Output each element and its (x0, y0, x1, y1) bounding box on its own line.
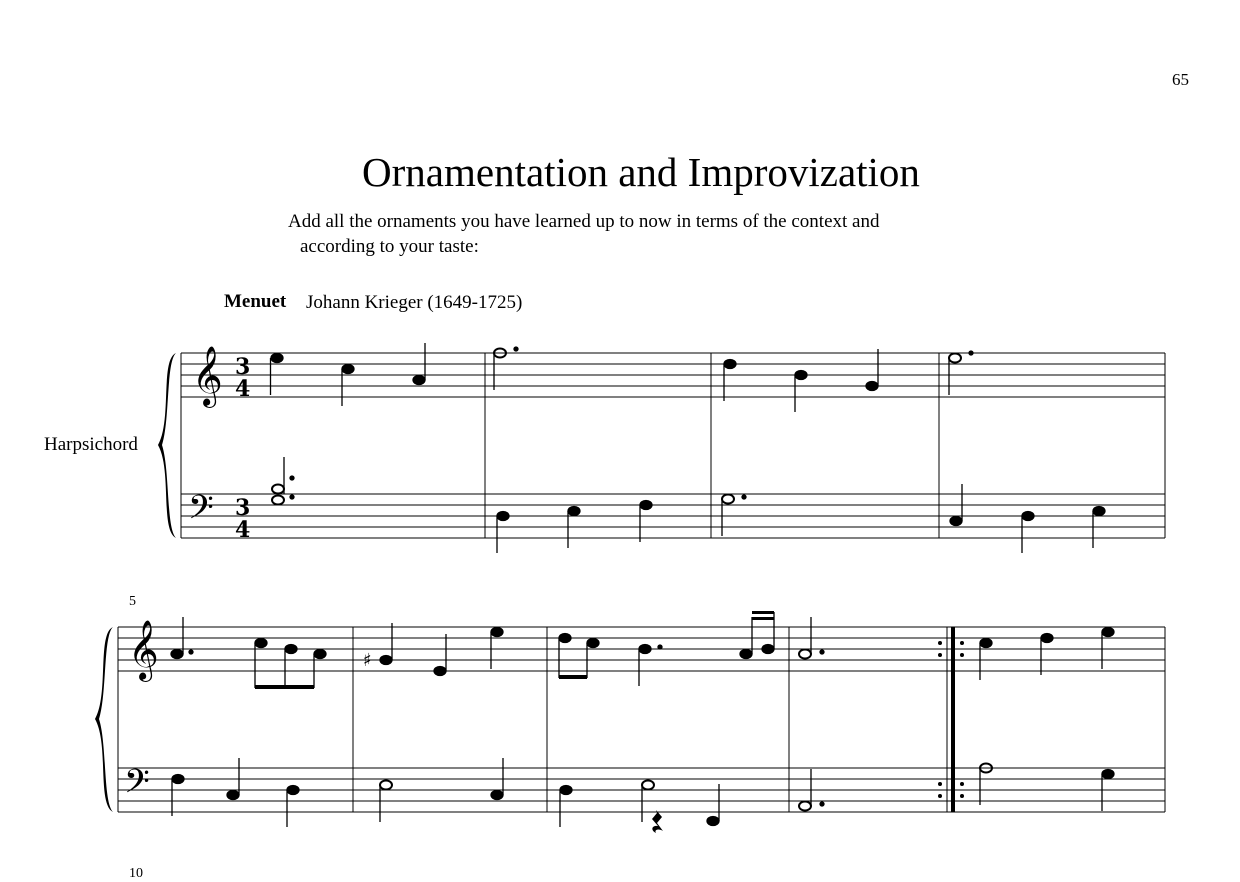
svg-text:3: 3 (235, 354, 251, 380)
time-signature (235, 354, 250, 543)
treble-clef-icon: 𝄞 (192, 346, 223, 406)
repeat-barline-thick (951, 627, 955, 812)
page-title: Ornamentation and Improvization (362, 149, 920, 195)
page-number: 65 (1172, 70, 1189, 89)
instruction-line-2: according to your taste: (300, 236, 479, 257)
piece-title: Menuet (224, 291, 287, 312)
bass-clef-icon: 𝄢 (124, 763, 150, 809)
instruction-line-1: Add all the ornaments you have learned up to now in terms of the context and (288, 211, 880, 232)
svg-text:4: 4 (235, 517, 251, 543)
composer: Johann Krieger (1649-1725) (306, 292, 523, 313)
quarter-rest-icon (652, 810, 663, 833)
svg-text:4: 4 (235, 376, 251, 402)
svg-text:3: 3 (235, 495, 251, 521)
treble-clef-icon: 𝄞 (128, 620, 159, 680)
measure-number: 10 (129, 866, 143, 881)
notes-treble-2 (171, 595, 1114, 689)
bass-staff-1 (181, 494, 1165, 538)
measure-number: 5 (129, 594, 136, 609)
treble-staff-1 (181, 353, 1165, 397)
brace-icon (95, 627, 113, 812)
brace-icon (158, 353, 176, 538)
sharp-icon: ♯ (363, 650, 372, 671)
instrument-label: Harpsichord (44, 434, 138, 455)
bass-clef-icon: 𝄢 (188, 489, 214, 535)
